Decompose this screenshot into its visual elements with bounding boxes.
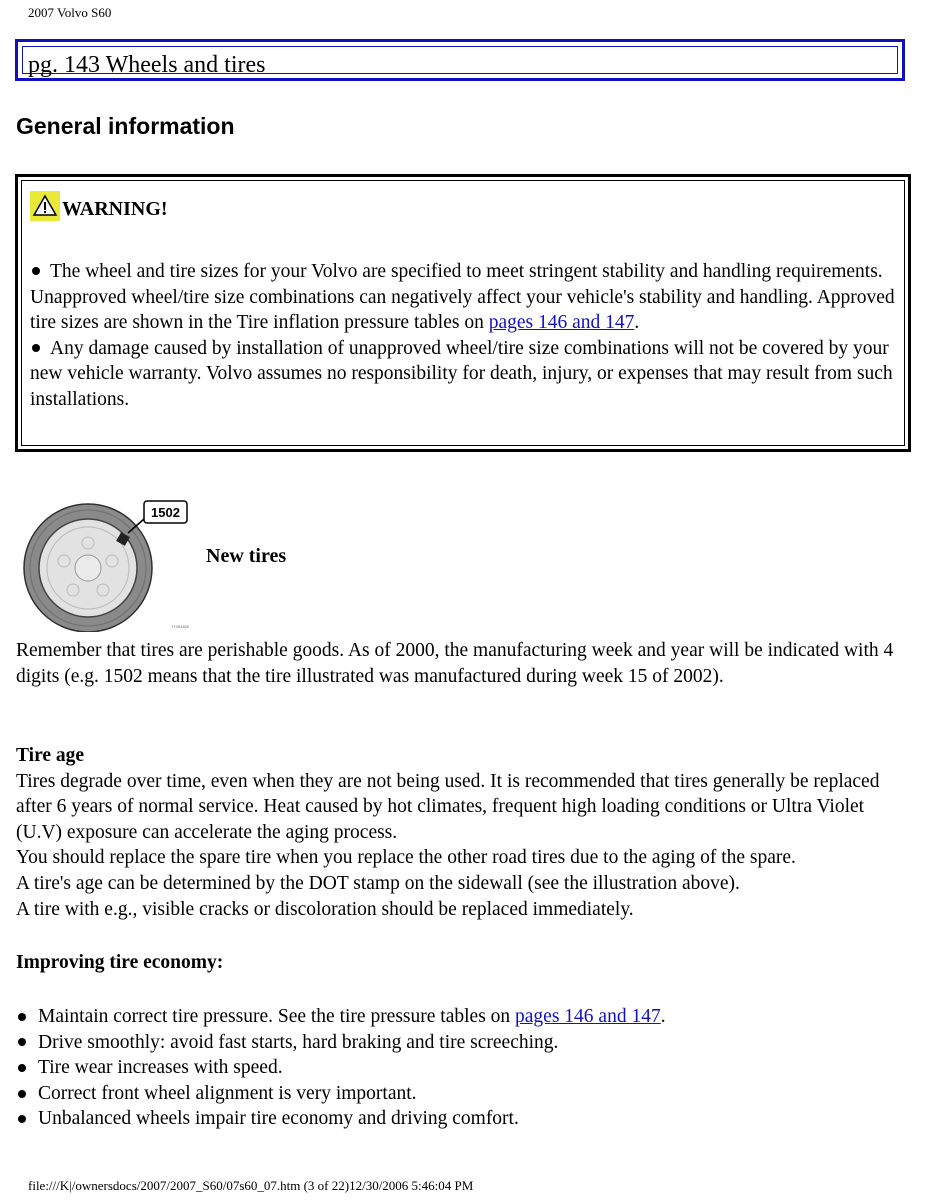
new-tires-text: Remember that tires are perishable goods. As of 2000, the manufacturing week and year will be indicated with 4 digits (e.g. 1502 means that the tire illustrated was manufactured during week 15 of 2002).: [16, 640, 894, 687]
figure-code: T7004450: [170, 624, 190, 629]
page-title-box: [15, 39, 905, 81]
pages-146-147-link-2[interactable]: pages 146 and 147: [515, 1006, 661, 1027]
warning-bullet-2-text: Any damage caused by installation of unapproved wheel/tire size combinations will not be covered by your new vehicle warranty. Volvo assumes no responsibility for death, injury, or expenses that may result from such installations.: [30, 337, 893, 410]
economy-item-3: Tire wear increases with speed.: [38, 1057, 283, 1079]
document-header: 2007 Volvo S60: [28, 5, 112, 20]
economy-item-1-text: Maintain correct tire pressure. See the tire pressure tables on: [38, 1006, 516, 1027]
tire-age-heading: Tire age: [16, 745, 85, 766]
warning-box-inner: [21, 180, 905, 446]
tire-age-line-2: You should replace the spare tire when you replace the other road tires due to the aging of the spare.: [16, 847, 796, 869]
list-item: [16, 1106, 906, 1132]
bullet-dot: [32, 267, 40, 275]
new-tires-heading: New tires: [206, 545, 287, 567]
bullet-dot: [32, 344, 40, 352]
list-item: [16, 1055, 906, 1081]
bullet-dot: [18, 1115, 26, 1123]
economy-item-1-end: .: [660, 1006, 666, 1027]
warning-body: [30, 259, 896, 413]
economy-item-4: Correct front wheel alignment is very important.: [38, 1082, 417, 1104]
tire-age-line-3: A tire's age can be determined by the DOT stamp on the sidewall (see the illustration above).: [16, 872, 740, 894]
figure-label: 1502: [151, 505, 180, 520]
pages-146-147-link[interactable]: pages 146 and 147: [488, 312, 635, 334]
economy-item-5: Unbalanced wheels impair tire economy and driving comfort.: [38, 1108, 519, 1130]
list-item: [16, 1004, 906, 1030]
tire-age-line-1: Tires degrade over time, even when they are not being used. It is recommended that tires generally be replaced after 6 years of normal service. Heat caused by hot climates, frequent high loading conditions or Ultra Violet (U.V) exposure can accelerate the aging process.: [16, 770, 880, 843]
warning-bullet-1-end: .: [634, 312, 640, 334]
tire-age-section: [16, 743, 906, 922]
economy-item-2: Drive smoothly: avoid fast starts, hard braking and tire screeching.: [38, 1031, 559, 1053]
document-footer: file:///K|/ownersdocs/2007/2007_S60/07s60_07.htm (3 of 22)12/30/2006 5:46:04 PM: [28, 1178, 474, 1193]
warning-triangle-icon: [30, 191, 60, 221]
economy-list: [16, 1004, 906, 1132]
page-title: pg. 143 Wheels and tires: [28, 52, 266, 78]
warning-title: [30, 189, 168, 221]
warning-bullet-2: [30, 336, 896, 413]
warning-bullet-1: [30, 259, 896, 336]
tire-illustration: [22, 497, 197, 632]
list-item: [16, 1030, 906, 1056]
list-item: [16, 1081, 906, 1107]
warning-box: [15, 174, 911, 452]
warning-label: WARNING!: [62, 198, 168, 220]
warning-bullet-1-text: The wheel and tire sizes for your Volvo are specified to meet stringent stability and handling requirements. Unapproved wheel/tire size combinations can negatively affect your vehicle's stability and handling. Approved tire sizes are shown in the Tire inflation pressure tables on: [30, 261, 895, 334]
page-title-box-inner: [22, 46, 898, 78]
bullet-dot: [18, 1090, 26, 1098]
section-title: General information: [16, 113, 235, 139]
bullet-dot: [18, 1064, 26, 1072]
bullet-dot: [18, 1038, 26, 1046]
economy-heading: Improving tire economy:: [16, 952, 224, 973]
bullet-dot: [18, 1013, 26, 1021]
tire-age-line-4: A tire with e.g., visible cracks or discoloration should be replaced immediately.: [16, 898, 634, 920]
